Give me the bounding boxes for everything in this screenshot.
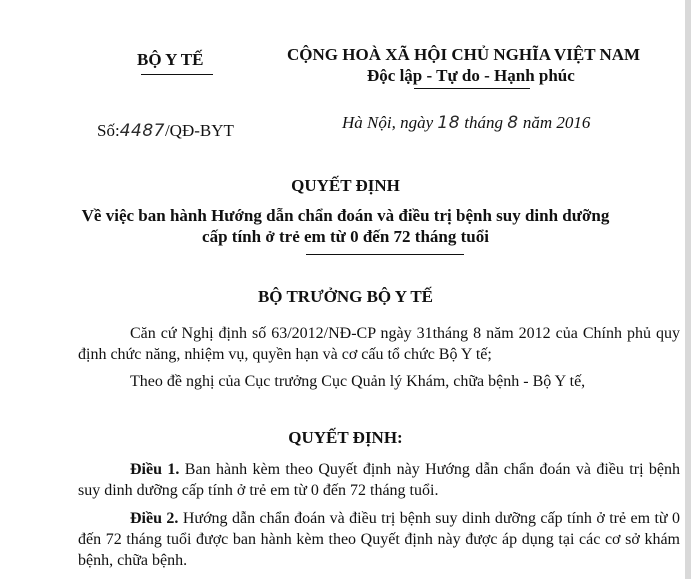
article-1-text: Ban hành kèm theo Quyết định này Hướng dẫn chẩn đoán và điều trị bệnh suy dinh dưỡng cấp tính ở trẻ em từ 0 đến 72 tháng tuổi. — [78, 461, 681, 499]
national-motto: Độc lập - Tự do - Hạnh phúc — [367, 66, 575, 85]
motto-underline — [414, 88, 530, 89]
subject-line-2: cấp tính ở trẻ em từ 0 đến 72 tháng tuổi — [202, 227, 489, 246]
preamble-proposal: Theo đề nghị của Cục trưởng Cục Quản lý Khám, chữa bệnh - Bộ Y tế, — [130, 373, 586, 390]
document-number-handwritten: 4487 — [119, 121, 165, 141]
article-2-label: Điều 2. — [130, 510, 179, 527]
place-date-part2: tháng — [464, 113, 504, 132]
place-date-part1: Hà Nội, ngày — [342, 113, 434, 132]
subject-line-1: Về việc ban hành Hướng dẫn chẩn đoán và điều trị bệnh suy dinh dưỡng — [81, 206, 610, 225]
article-2-text: Hướng dẫn chẩn đoán và điều trị bệnh suy dinh dưỡng cấp tính ở trẻ em từ 0 đến 72 tháng tuổi được ban hành kèm theo Quyết định này được áp dụng tại các cơ sở khám bệnh, chữa bệnh. — [78, 510, 681, 569]
date-month-handwritten: 8 — [507, 113, 519, 133]
place-date-part3: năm 2016 — [522, 113, 591, 132]
document-number-prefix: Số: — [97, 121, 120, 140]
article-1 — [78, 459, 680, 501]
page-edge-shadow — [685, 0, 691, 579]
ministry-name: BỘ Y TẾ — [137, 50, 204, 69]
decision-heading: QUYẾT ĐỊNH: — [288, 428, 403, 447]
subject-underline — [306, 254, 464, 255]
ministry-underline — [141, 74, 213, 75]
date-day-handwritten: 18 — [437, 113, 461, 133]
document-number — [97, 121, 234, 141]
issuing-authority: BỘ TRƯỞNG BỘ Y TẾ — [257, 287, 434, 306]
place-date — [342, 113, 590, 133]
article-2 — [78, 508, 680, 571]
article-1-label: Điều 1. — [130, 461, 180, 478]
document-number-suffix: /QĐ-BYT — [164, 121, 234, 140]
republic-name: CỘNG HOÀ XÃ HỘI CHỦ NGHĨA VIỆT NAM — [287, 45, 641, 64]
document-title: QUYẾT ĐỊNH — [291, 176, 400, 195]
preamble-legal-basis: Căn cứ Nghị định số 63/2012/NĐ-CP ngày 31tháng 8 năm 2012 của Chính phủ quy định chức năng, nhiệm vụ, quyền hạn và cơ cấu tổ chức Bộ Y tế; — [78, 325, 680, 363]
